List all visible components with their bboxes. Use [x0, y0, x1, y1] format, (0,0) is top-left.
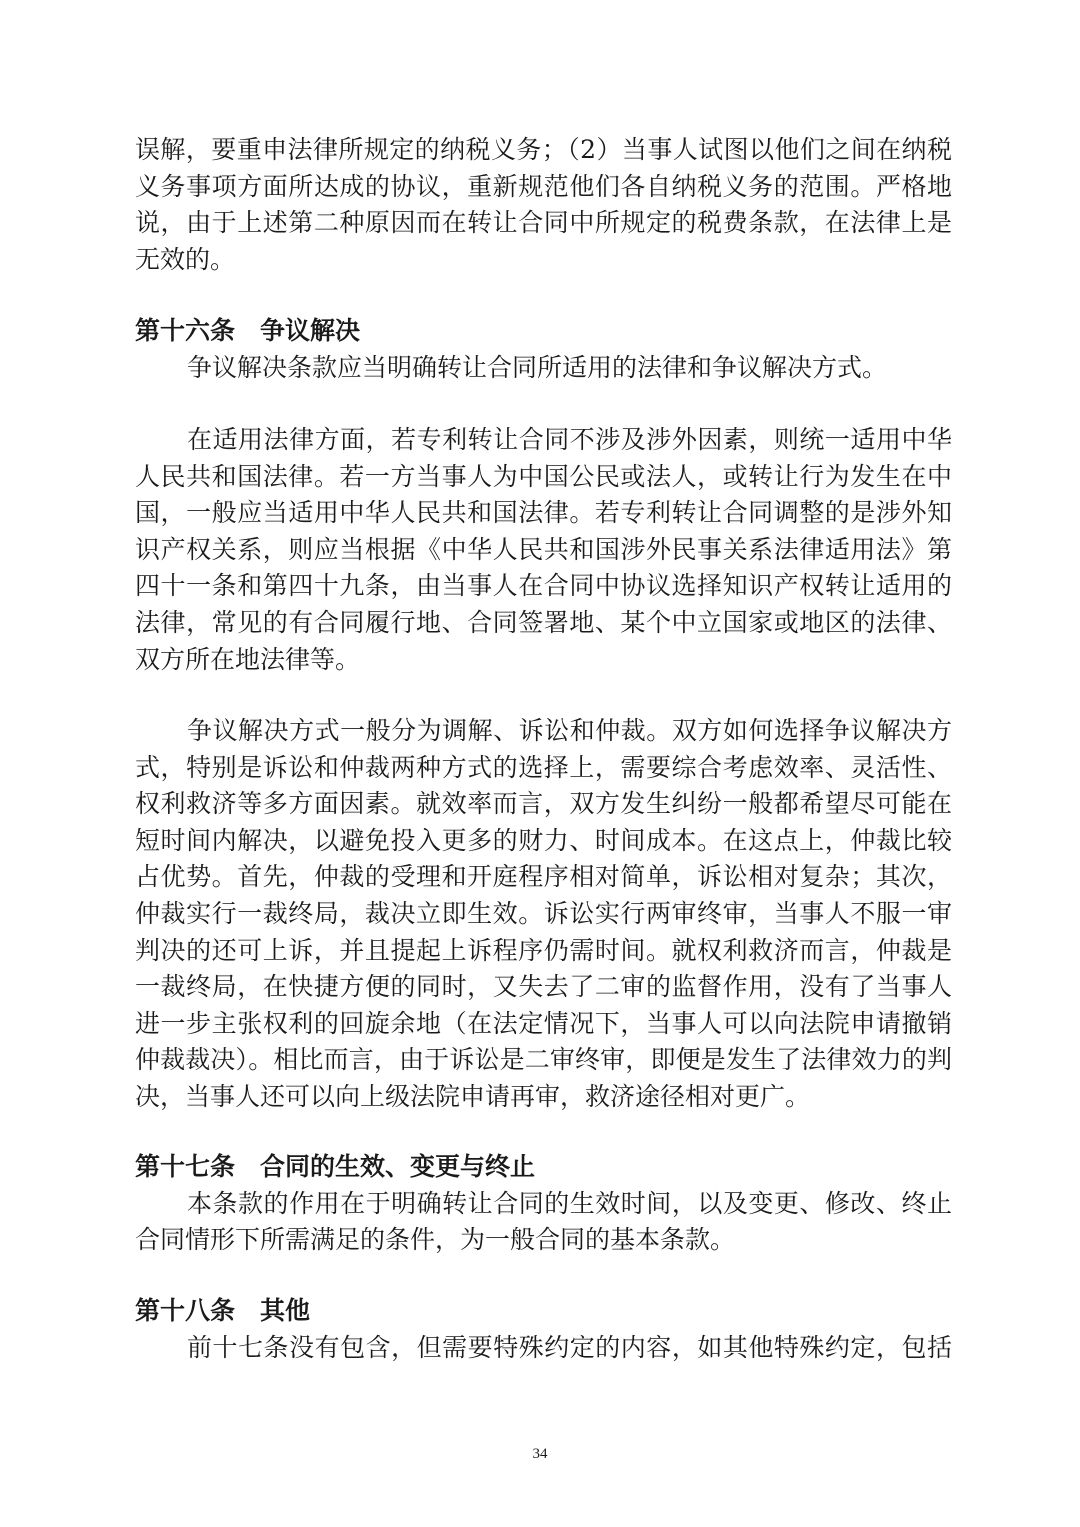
- text-line: 国，一般应当适用中华人民共和国法律。若专利转让合同调整的是涉外知: [135, 498, 952, 528]
- section-18: [135, 1293, 952, 1366]
- text-line: 争议解决方式一般分为调解、诉讼和仲裁。双方如何选择争议解决方: [187, 716, 952, 745]
- text-line: 占优势。首先，仲裁的受理和开庭程序相对简单，诉讼相对复杂；其次，: [135, 862, 952, 892]
- text-line: 四十一条和第四十九条，由当事人在合同中协议选择知识产权转让适用的: [135, 571, 952, 601]
- text-line: 一裁终局，在快捷方便的同时，又失去了二审的监督作用，没有了当事人: [135, 972, 952, 1002]
- text-line: 式，特别是诉讼和仲裁两种方式的选择上，需要综合考虑效率、灵活性、: [135, 752, 952, 782]
- paragraph-dispute-methods: [135, 713, 952, 1116]
- text-line: 决，当事人还可以向上级法院申请再审，救济途径相对更广。: [135, 1081, 811, 1111]
- section-16: [135, 313, 952, 386]
- text-line: 短时间内解决，以避免投入更多的财力、时间成本。在这点上，仲裁比较: [135, 825, 952, 855]
- text-line: 识产权关系，则应当根据《中华人民共和国涉外民事关系法律适用法》第: [135, 534, 952, 564]
- text-line: 仲裁裁决）。相比而言，由于诉讼是二审终审，即便是发生了法律效力的判: [135, 1045, 952, 1075]
- text-line: 前十七条没有包含，但需要特殊约定的内容，如其他特殊约定，包括: [187, 1332, 952, 1362]
- text-line: 义务事项方面所达成的协议，重新规范他们各自纳税义务的范围。严格地: [135, 171, 952, 201]
- text-line: 人民共和国法律。若一方当事人为中国公民或法人，或转让行为发生在中: [135, 461, 952, 491]
- paragraph-tax-continuation: [135, 132, 952, 278]
- page-number: 34: [532, 1446, 548, 1462]
- section-18-heading: 第十八条 其他: [135, 1296, 311, 1325]
- text-line: 本条款的作用在于明确转让合同的生效时间，以及变更、修改、终止: [187, 1188, 952, 1218]
- text-line: 法律，常见的有合同履行地、合同签署地、某个中立国家或地区的法律、: [135, 607, 952, 637]
- text-line: 判决的还可上诉，并且提起上诉程序仍需时间。就权利救济而言，仲裁是: [135, 935, 952, 965]
- section-16-intro: 争议解决条款应当明确转让合同所适用的法律和争议解决方式。: [187, 352, 888, 382]
- paragraph-applicable-law: [135, 422, 952, 678]
- section-17: [135, 1149, 952, 1259]
- text-line: 权利救济等多方面因素。就效率而言，双方发生纠纷一般都希望尽可能在: [135, 789, 952, 819]
- text-line: 进一步主张权利的回旋余地（在法定情况下，当事人可以向法院申请撤销: [135, 1008, 952, 1038]
- text-line: 双方所在地法律等。: [135, 644, 361, 674]
- section-16-heading: 第十六条 争议解决: [135, 316, 361, 345]
- text-line: 说，由于上述第二种原因而在转让合同中所规定的税费条款，在法律上是: [135, 208, 952, 238]
- text-line: 误解，要重申法律所规定的纳税义务；（2）当事人试图以他们之间在纳税: [135, 135, 952, 164]
- text-line: 无效的。: [135, 244, 236, 274]
- text-line: 在适用法律方面，若专利转让合同不涉及涉外因素，则统一适用中华: [187, 425, 952, 454]
- text-line: 仲裁实行一裁终局，裁决立即生效。诉讼实行两审终审，当事人不服一审: [135, 898, 952, 928]
- text-line: 合同情形下所需满足的条件，为一般合同的基本条款。: [135, 1225, 736, 1255]
- section-17-heading: 第十七条 合同的生效、变更与终止: [135, 1152, 536, 1181]
